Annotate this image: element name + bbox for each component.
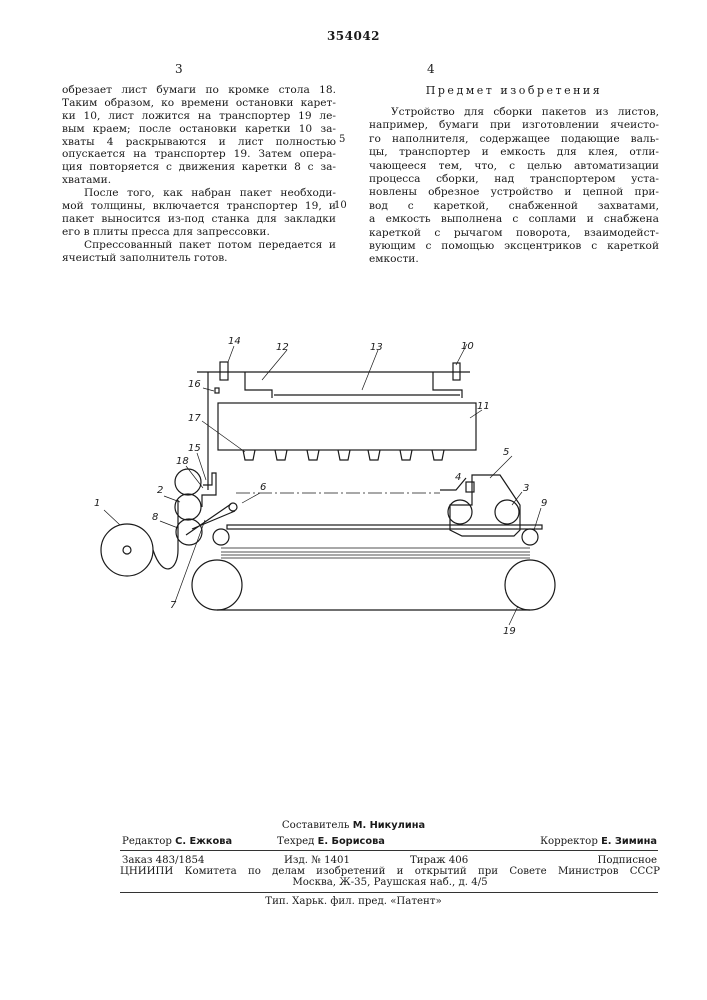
belt-roller-left <box>213 529 229 545</box>
proofreader <box>540 836 657 847</box>
editor-label: Редактор <box>122 836 172 847</box>
glue-tank-11 <box>218 403 476 450</box>
label-4: 4 <box>455 472 461 483</box>
text-line: вующим с помощью эксцентриков с кареткой <box>369 240 659 253</box>
label-10: 10 <box>461 341 474 352</box>
text-line: Спрессованный пакет потом передается и <box>62 239 336 252</box>
section-title: Предмет изобретения <box>369 84 659 97</box>
divider <box>120 850 658 851</box>
carriage-wheel <box>448 500 472 524</box>
text-line: кареткой с рычагом поворота, взаимодейст- <box>369 227 659 240</box>
patent-number: 354042 <box>0 29 707 43</box>
editor <box>122 836 232 847</box>
leader-lines <box>104 344 541 625</box>
roller-8 <box>176 519 202 545</box>
gripper-4 <box>440 478 466 490</box>
text-line: чающееся тем, что, с целью автоматизации <box>369 160 659 173</box>
pulley-19 <box>505 560 555 610</box>
column-number-left: 3 <box>175 62 183 76</box>
label-14: 14 <box>228 336 241 347</box>
carriage-wheel <box>495 500 519 524</box>
cutter-15 <box>202 473 216 507</box>
line-number: 5 <box>339 134 345 145</box>
address: Москва, Ж-35, Раушская наб., д. 4/5 <box>0 877 707 888</box>
text-line: например, бумаги при изготовлении ячеисто- <box>369 119 659 132</box>
text-line: ячеистый заполнитель готов. <box>62 252 336 265</box>
paper-roll-1 <box>101 524 153 576</box>
label-15: 15 <box>188 443 201 454</box>
bracket-12 <box>245 372 462 398</box>
feed-roller-upper <box>175 469 201 495</box>
pulley-left <box>192 560 242 610</box>
line-number: 10 <box>334 200 347 211</box>
figure-labels <box>94 336 547 637</box>
order: Заказ 483/1854 <box>122 855 204 866</box>
label-5: 5 <box>503 447 509 458</box>
publisher: ЦНИИПИ Комитета по делам изобретений и открытий при Совете Министров СССР <box>120 866 660 877</box>
text-line: емкости. <box>369 253 659 266</box>
editor-name: С. Ежкова <box>175 836 232 847</box>
text-line: обрезает лист бумаги по кромке стола 18. <box>62 84 336 97</box>
text-line: его в плиты пресса для запрессовки. <box>62 226 336 239</box>
label-6: 6 <box>260 482 266 493</box>
label-8: 8 <box>152 512 158 523</box>
roll-axis <box>123 546 131 554</box>
support-14 <box>220 362 228 380</box>
proofreader-name: Е. Зимина <box>601 836 657 847</box>
sheet-stack <box>221 548 530 558</box>
techeditor-label: Техред <box>277 836 314 847</box>
text-line: мой толщины, включается транспортер 19, и <box>62 200 336 213</box>
feed-roller-2 <box>175 494 201 520</box>
text-line: новлены обрезное устройство и цепной при- <box>369 186 659 199</box>
label-17: 17 <box>188 413 201 424</box>
compiler-name: М. Никулина <box>353 820 425 831</box>
nozzles-17 <box>243 450 444 460</box>
roller-9 <box>522 529 538 545</box>
label-13: 13 <box>370 342 383 353</box>
roller-6 <box>229 503 237 511</box>
text-line: Таким образом, ко времени остановки карет- <box>62 97 336 110</box>
text-line: ки 10, лист ложится на транспортер 19 ле- <box>62 110 336 123</box>
label-11: 11 <box>477 401 490 412</box>
label-1: 1 <box>94 498 100 509</box>
text-line: вод с кареткой, снабженной захватами, <box>369 200 659 213</box>
subscription: Подписное <box>597 855 657 866</box>
label-9: 9 <box>541 498 547 509</box>
text-line: а емкость выполнена с соплами и снабжена <box>369 213 659 226</box>
techeditor-name: Е. Борисова <box>318 836 385 847</box>
text-line: вым краем; после остановки каретки 10 за- <box>62 123 336 136</box>
compiler-label: Составитель <box>282 820 350 831</box>
text-line: хваты 4 раскрываются и лист полностью <box>62 136 336 149</box>
text-line: После того, как набран пакет необходи- <box>62 187 336 200</box>
label-18: 18 <box>176 456 189 467</box>
print-run: Тираж 406 <box>410 855 468 866</box>
proofreader-label: Корректор <box>540 836 598 847</box>
text-line: цы, транспортер и емкость для клея, отли- <box>369 146 659 159</box>
techeditor <box>277 836 385 847</box>
text-line: пакет выносится из-под станка для закладки <box>62 213 336 226</box>
label-7: 7 <box>170 600 177 611</box>
edition: Изд. № 1401 <box>284 855 350 866</box>
text-line: Устройство для сборки пакетов из листов, <box>369 106 659 119</box>
label-16: 16 <box>188 379 201 390</box>
element-16 <box>215 388 219 393</box>
text-line: хватами. <box>62 174 336 187</box>
text-line: ция повторяется с движения каретки 8 с за- <box>62 161 336 174</box>
label-2: 2 <box>157 485 163 496</box>
label-3: 3 <box>523 483 529 494</box>
compiler-line <box>0 820 707 831</box>
label-19: 19 <box>503 626 516 637</box>
label-12: 12 <box>276 342 289 353</box>
column-number-right: 4 <box>427 62 435 76</box>
text-line: процесса сборки, над транспортером уста- <box>369 173 659 186</box>
divider <box>120 892 658 893</box>
text-line: опускается на транспортер 19. Затем опера- <box>62 148 336 161</box>
printer: Тип. Харьк. фил. пред. «Патент» <box>0 896 707 907</box>
table-18 <box>227 525 542 529</box>
gripper-5 <box>466 482 474 492</box>
text-line: го наполнителя, содержащее подающие валь- <box>369 133 659 146</box>
paper-web <box>153 500 178 569</box>
